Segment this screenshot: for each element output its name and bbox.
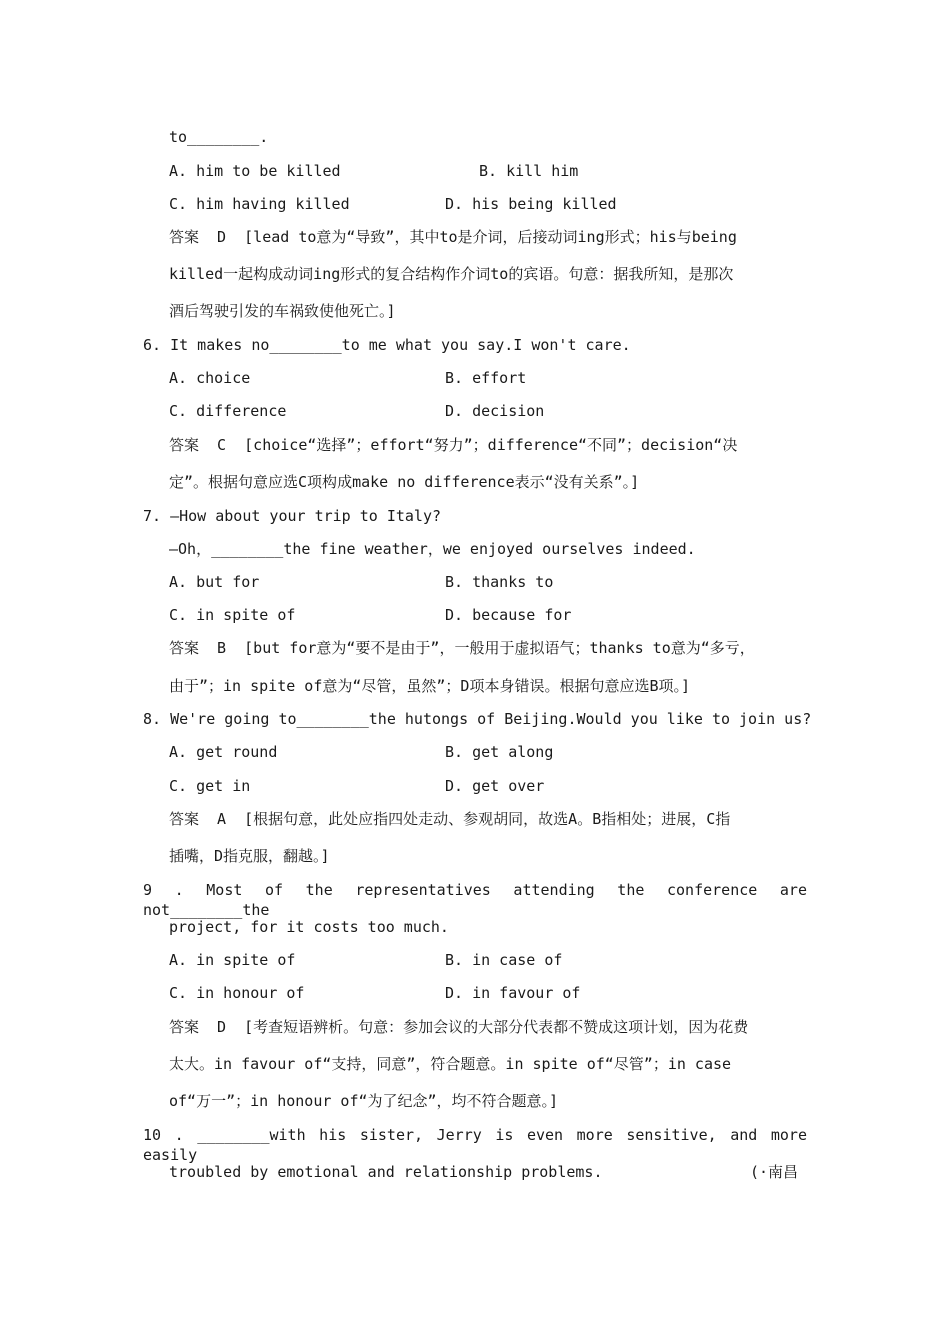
q10-stem-line-1: 10 . ________with his sister, Jerry is even more sensitive, and more easily: [143, 1126, 807, 1164]
q9-answer-line-2: 太大。in favour of“支持，同意”，符合题意。in spite of“尽管”；in case: [169, 1055, 732, 1073]
q9-option-d: D. in favour of: [445, 984, 581, 1002]
q6-stem: 6. It makes no________to me what you say.I won't care.: [143, 336, 631, 354]
q5-stem-tail: to________.: [169, 128, 269, 146]
q7-option-a: A. but for: [169, 573, 260, 591]
q9-stem-line-2: project, for it costs too much.: [169, 918, 449, 936]
q7-stem: 7. —How about your trip to Italy?: [143, 507, 442, 525]
q5-option-b: B. kill him: [479, 162, 579, 180]
q6-answer-line-2: 定”。根据句意应选C项构成make no difference表示“没有关系”。]: [169, 473, 640, 491]
q5-answer-line-2: killed一起构成动词ing形式的复合结构作介词to的宾语。句意：据我所知，是那次: [169, 265, 734, 283]
q8-option-a: A. get round: [169, 743, 278, 761]
q7-answer-line-2: 由于”；in spite of意为“尽管，虽然”；D项本身错误。根据句意应选B项。]: [169, 677, 691, 695]
q5-option-d: D. his being killed: [445, 195, 617, 213]
q8-option-b: B. get along: [445, 743, 554, 761]
q5-answer-line-1: 答案 D [lead to意为“导致”，其中to是介词，后接动词ing形式；his与being: [169, 228, 737, 246]
q7-answer-line-1: 答案 B [but for意为“要不是由于”，一般用于虚拟语气；thanks to意为“多亏，: [169, 639, 755, 657]
q10-stem-line-2: troubled by emotional and relationship problems.: [169, 1163, 603, 1181]
q9-answer-line-3: of“万一”；in honour of“为了纪念”，均不符合题意。]: [169, 1092, 559, 1110]
q9-answer-line-1: 答案 D [考查短语辨析。句意：参加会议的大部分代表都不赞成这项计划，因为花费: [169, 1018, 749, 1036]
q9-option-c: C. in honour of: [169, 984, 305, 1002]
q8-option-c: C. get in: [169, 777, 251, 795]
q9-option-a: A. in spite of: [169, 951, 296, 969]
q7-stem-reply: —Oh，________the fine weather，we enjoyed ourselves indeed.: [169, 540, 696, 558]
q9-option-b: B. in case of: [445, 951, 563, 969]
q6-option-b: B. effort: [445, 369, 527, 387]
q6-option-d: D. decision: [445, 402, 545, 420]
q7-option-b: B. thanks to: [445, 573, 554, 591]
q8-option-d: D. get over: [445, 777, 545, 795]
q5-option-a: A. him to be killed: [169, 162, 341, 180]
q8-answer-line-1: 答案 A [根据句意，此处应指四处走动、参观胡同，故选A。B指相处；进展，C指: [169, 810, 731, 828]
q9-stem-line-1: 9 . Most of the representatives attending the conference are not________the: [143, 881, 807, 919]
q6-option-a: A. choice: [169, 369, 251, 387]
q5-answer-line-3: 酒后驾驶引发的车祸致使他死亡。]: [169, 302, 396, 320]
q7-option-c: C. in spite of: [169, 606, 296, 624]
q8-answer-line-2: 插嘴，D指克服，翻越。]: [169, 847, 330, 865]
q8-stem: 8. We're going to________the hutongs of Beijing.Would you like to join us?: [143, 710, 812, 728]
q6-option-c: C. difference: [169, 402, 287, 420]
q5-option-c: C. him having killed: [169, 195, 350, 213]
q10-source: (·南昌: [750, 1163, 799, 1181]
q7-option-d: D. because for: [445, 606, 572, 624]
q6-answer-line-1: 答案 C [choice“选择”；effort“努力”；difference“不同”；decision“决: [169, 436, 738, 454]
